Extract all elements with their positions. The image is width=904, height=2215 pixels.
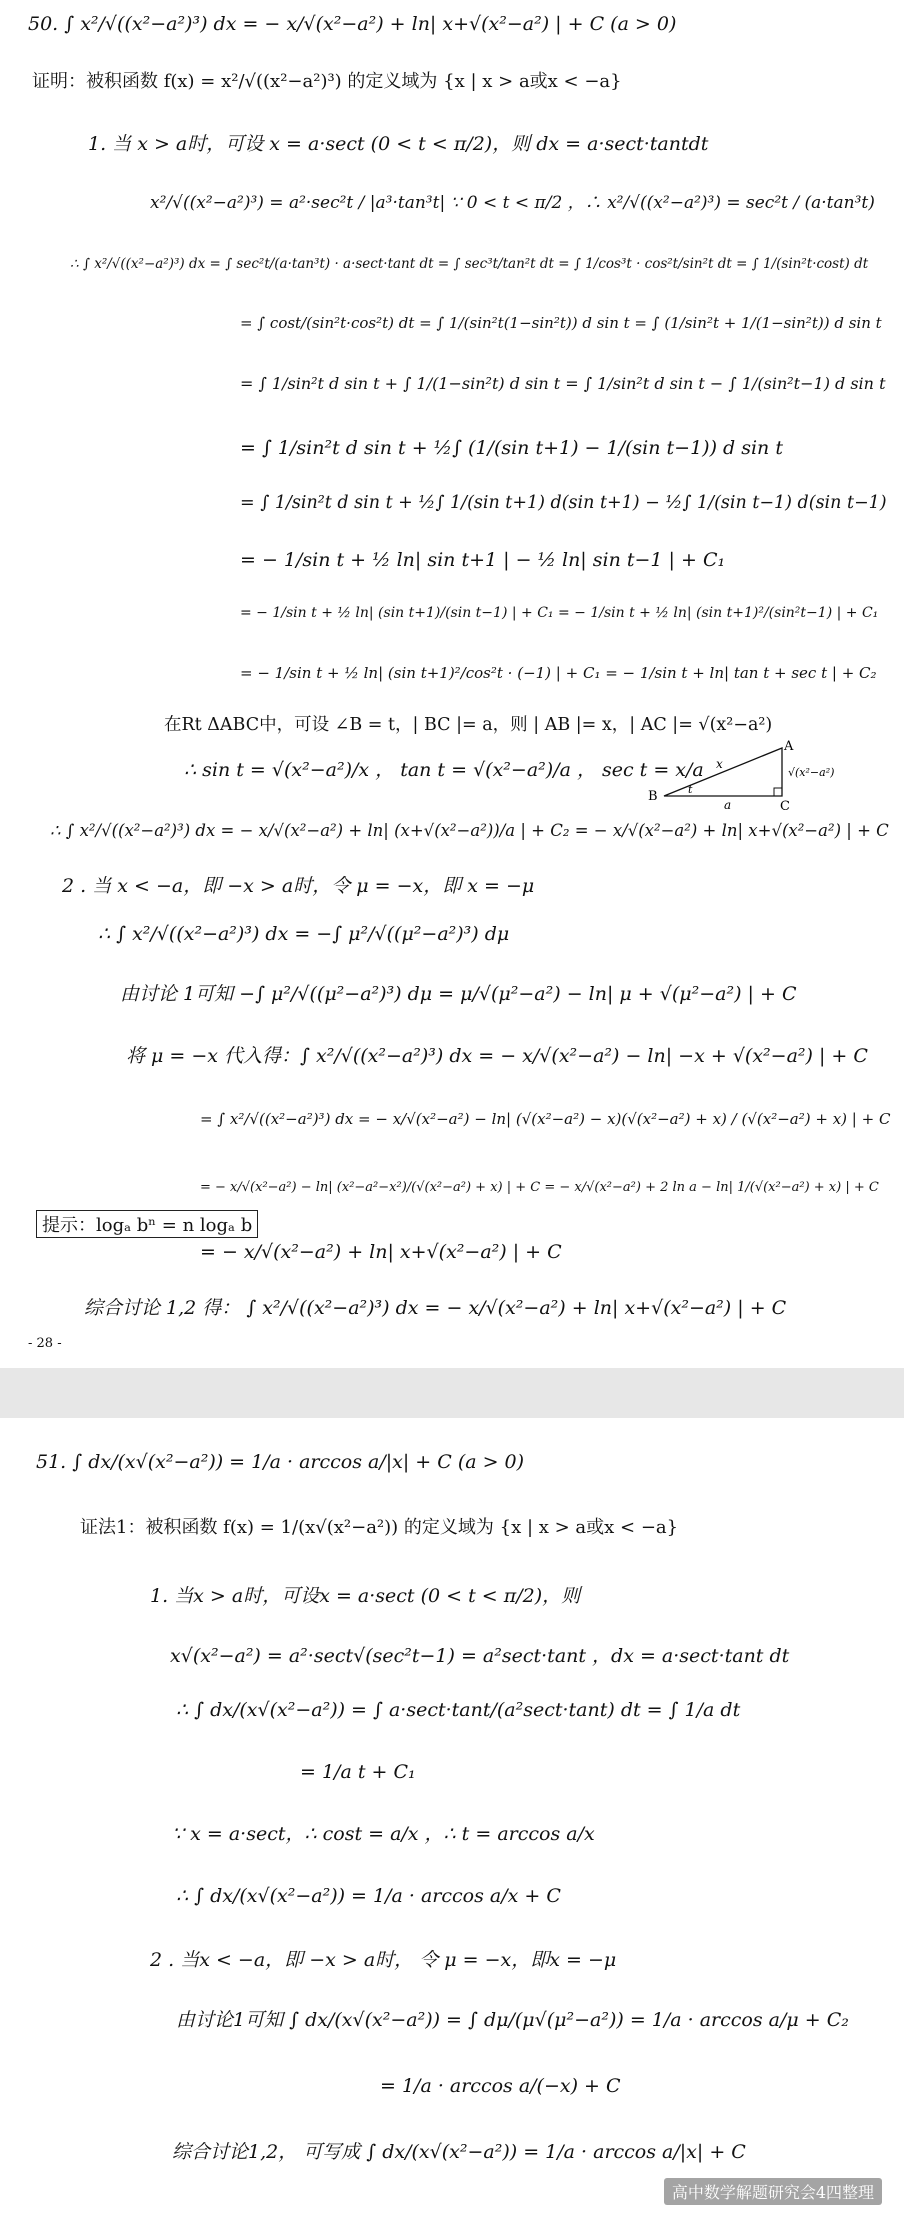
p51-case-2-result: = 1/a · arccos a/(−x) + C: [380, 2075, 621, 2097]
angle-t-label: t: [688, 783, 693, 796]
problem-50-title: 50. ∫ x²/√((x²−a²)³) dx = − x/√(x²−a²) + ln| x+√(x²−a²) | + C (a > 0): [28, 13, 677, 35]
vertex-c-label: C: [780, 799, 790, 810]
problem-51-proof-intro: 证法1：被积函数 f(x) = 1/(x√(x²−a²)) 的定义域为 {x | x > a或x < −a}: [80, 1517, 679, 1538]
page-number: - 28 -: [28, 1336, 62, 1351]
problem-51-summary: 综合讨论1,2， 可写成 ∫ dx/(x√(x²−a²)) = 1/a · arccos a/|x| + C: [172, 2141, 746, 2163]
p51-case-1-result: ∴ ∫ dx/(x√(x²−a²)) = 1/a · arccos a/x + C: [176, 1885, 561, 1907]
triangle-trig-values: ∴ sin t = √(x²−a²)/x ， tan t = √(x²−a²)/a ， sec t = x/a: [184, 759, 704, 781]
watermark: 高中数学解题研究会4四整理: [664, 2178, 882, 2205]
case-1-heading: 1. 当 x > a时，可设 x = a·sect (0 < t < π/2)，则 dx = a·sect·tantdt: [88, 133, 709, 155]
case-2-step-b: 由讨论 1可知 −∫ μ²/√((μ²−a²)³) dμ = μ/√(μ²−a²) − ln| μ + √(μ²−a²) | + C: [120, 983, 797, 1005]
case-2-step-c: 将 μ = −x 代入得：∫ x²/√((x²−a²)³) dx = − x/√(x²−a²) − ln| −x + √(x²−a²) | + C: [126, 1045, 868, 1067]
case-1-step-i: = − 1/sin t + ½ ln| (sin t+1)²/cos²t · (−1) | + C₁ = − 1/sin t + ln| tan t + sec t | + C₂: [240, 664, 877, 682]
case-1-step-g: = − 1/sin t + ½ ln| sin t+1 | − ½ ln| sin t−1 | + C₁: [240, 549, 726, 571]
p51-case-1-step-d: ∵ x = a·sect，∴ cost = a/x ，∴ t = arccos a/x: [172, 1823, 595, 1845]
case-2-step-a: ∴ ∫ x²/√((x²−a²)³) dx = −∫ μ²/√((μ²−a²)³) dμ: [98, 923, 510, 945]
case-1-step-e: = ∫ 1/sin²t d sin t + ½∫ (1/(sin t+1) − 1/(sin t−1)) d sin t: [240, 437, 783, 459]
case-1-step-c: = ∫ cost/(sin²t·cos²t) dt = ∫ 1/(sin²t(1−sin²t)) d sin t = ∫ (1/sin²t + 1/(1−sin²t)) d sin t: [240, 314, 882, 332]
case-2-step-d: = ∫ x²/√((x²−a²)³) dx = − x/√(x²−a²) − ln| (√(x²−a²) − x)(√(x²−a²) + x) / (√(x²−a²) + x) | + C: [200, 1110, 891, 1128]
vertex-b-label: B: [648, 789, 658, 804]
case-1-result: ∴ ∫ x²/√((x²−a²)³) dx = − x/√(x²−a²) + ln| (x+√(x²−a²))/a | + C₂ = − x/√(x²−a²) + ln| x+√(x²−a²) | + C: [50, 821, 889, 840]
case-2-result: = − x/√(x²−a²) + ln| x+√(x²−a²) | + C: [200, 1241, 562, 1263]
side-a-label: a: [724, 798, 732, 810]
case-2-step-e: = − x/√(x²−a²) − ln| (x²−a²−x²)/(√(x²−a²) + x) | + C = − x/√(x²−a²) + 2 ln a − ln| 1/(√(x²−a²) + x) | + C: [200, 1180, 879, 1195]
case-1-step-b: ∴ ∫ x²/√((x²−a²)³) dx = ∫ sec²t/(a·tan³t) · a·sect·tant dt = ∫ sec³t/tan²t dt = ∫ 1/cos³t · cos²t/sin²t dt = ∫ 1/(sin²t·cost) dt: [70, 256, 869, 272]
p51-case-1-step-b: ∴ ∫ dx/(x√(x²−a²)) = ∫ a·sect·tant/(a²sect·tant) dt = ∫ 1/a dt: [176, 1699, 741, 1721]
vertex-a-label: A: [784, 740, 794, 754]
right-triangle-diagram: [640, 740, 860, 810]
case-1-step-d: = ∫ 1/sin²t d sin t + ∫ 1/(1−sin²t) d sin t = ∫ 1/sin²t d sin t − ∫ 1/(sin²t−1) d sin t: [240, 374, 886, 393]
triangle-setup: 在Rt ΔABC中，可设 ∠B = t，| BC |= a，则 | AB |= x，| AC |= √(x²−a²): [164, 715, 773, 735]
side-x-label: x: [716, 757, 723, 771]
p51-case-1-step-c: = 1/a t + C₁: [300, 1761, 416, 1783]
p51-case-2-step-a: 由讨论1可知 ∫ dx/(x√(x²−a²)) = ∫ dμ/(μ√(μ²−a²)) = 1/a · arccos a/μ + C₂: [176, 2009, 849, 2031]
log-hint-box: 提示：logₐ bⁿ = n logₐ b: [36, 1210, 258, 1238]
page-29: [0, 1418, 904, 2215]
case-1-step-a: x²/√((x²−a²)³) = a²·sec²t / |a³·tan³t| ∵ 0 < t < π/2 ，∴ x²/√((x²−a²)³) = sec²t / (a·tan³t): [150, 193, 875, 213]
problem-51-title: 51. ∫ dx/(x√(x²−a²)) = 1/a · arccos a/|x| + C (a > 0): [36, 1451, 525, 1473]
wechat-icon: [616, 2180, 636, 2200]
side-ac-label: √(x²−a²): [788, 766, 835, 779]
case-1-step-h: = − 1/sin t + ½ ln| (sin t+1)/(sin t−1) | + C₁ = − 1/sin t + ½ ln| (sin t+1)²/(sin²t−1) | + C₁: [240, 605, 879, 621]
case-2-heading: 2 . 当 x < −a，即 −x > a时，令 μ = −x，即 x = −μ: [62, 875, 535, 897]
page-separator: [0, 1368, 904, 1418]
problem-50-summary: 综合讨论 1,2 得： ∫ x²/√((x²−a²)³) dx = − x/√(x²−a²) + ln| x+√(x²−a²) | + C: [84, 1297, 787, 1319]
problem-50-proof-intro: 证明：被积函数 f(x) = x²/√((x²−a²)³) 的定义域为 {x | x > a或x < −a}: [32, 71, 622, 92]
p51-case-1-heading: 1. 当x > a时，可设x = a·sect (0 < t < π/2)，则: [150, 1585, 581, 1607]
case-1-step-f: = ∫ 1/sin²t d sin t + ½∫ 1/(sin t+1) d(sin t+1) − ½∫ 1/(sin t−1) d(sin t−1): [240, 493, 887, 513]
p51-case-2-heading: 2 . 当x < −a，即 −x > a时， 令 μ = −x，即x = −μ: [150, 1949, 617, 1971]
p51-case-1-step-a: x√(x²−a²) = a²·sect√(sec²t−1) = a²sect·tant ，dx = a·sect·tant dt: [170, 1645, 790, 1667]
